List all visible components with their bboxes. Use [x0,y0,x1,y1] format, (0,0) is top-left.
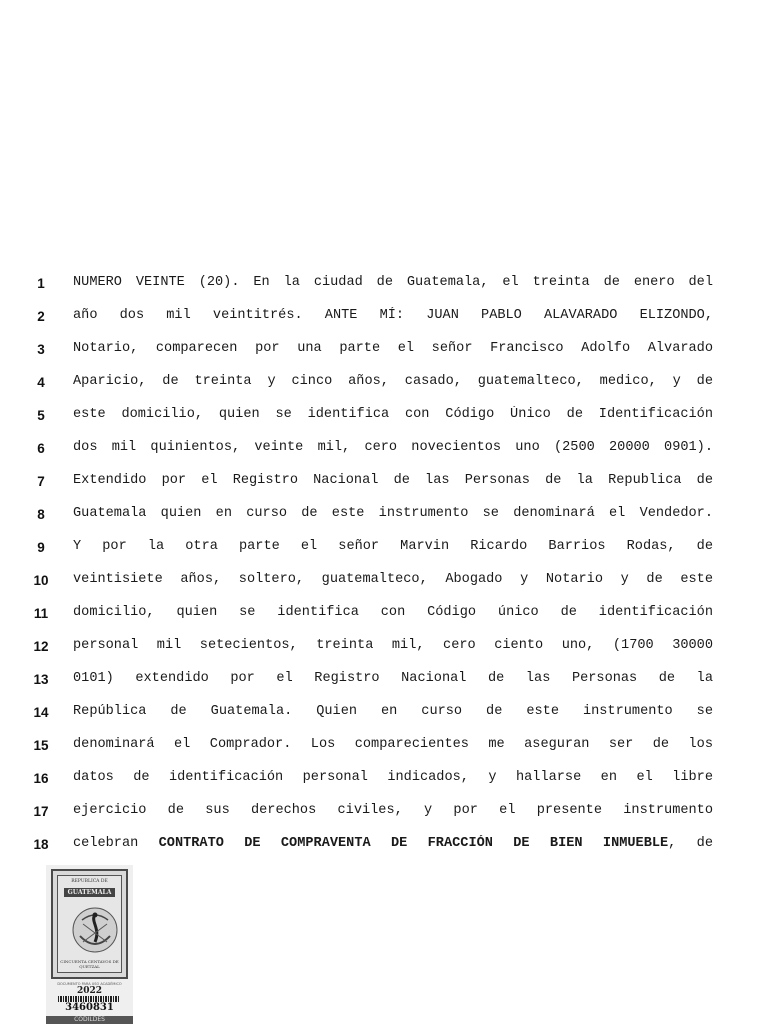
line-number: 16 [33,771,49,786]
document-line [0,761,768,794]
stamp-serial: 3460831 [65,1002,114,1013]
line-number: 10 [33,573,49,588]
line-number: 13 [33,672,49,687]
line-number: 17 [33,804,49,819]
line-text: Aparicio, de treinta y cinco años, casado, guatemalteco, medico, y de [73,374,713,389]
line-number: 1 [37,276,45,291]
line-number: 12 [33,639,49,654]
document-line [0,728,768,761]
document-line [0,794,768,827]
line-text: veintisiete años, soltero, guatemalteco, Abogado y Notario y de este [73,572,713,587]
line-number: 18 [33,837,49,852]
line-text: domicilio, quien se identifica con Código único de identificación [73,605,713,620]
coat-of-arms-icon [68,902,123,957]
document-line [0,431,768,464]
fiscal-stamp [46,865,133,1024]
document-line [0,695,768,728]
document-line [0,398,768,431]
line-number: 7 [37,474,45,489]
document-line [0,464,768,497]
line-number: 3 [37,342,45,357]
line-number: 6 [37,441,45,456]
document-line [0,629,768,662]
document-line [0,596,768,629]
line-text: dos mil quinientos, veinte mil, cero novecientos uno (2500 20000 0901). [73,440,713,455]
line-text: Guatemala quien en curso de este instrumento se denominará el Vendedor. [73,506,713,521]
line-number: 14 [33,705,49,720]
document-line [0,530,768,563]
contract-title: CONTRATO DE COMPRAVENTA DE FRACCIÓN DE BIEN INMUEBLE [158,836,669,851]
line-text: denominará el Comprador. Los comparecientes me aseguran ser de los [73,737,713,752]
stamp-value-text: CINCUENTA CENTAVOS DE QUETZAL [60,959,119,969]
stamp-country-text: GUATEMALA [64,888,115,897]
document-line [0,299,768,332]
line-number: 2 [37,309,45,324]
stamp-year: 2022 [76,986,103,996]
stamp-small-text: DOCUMENTO PARA USO ACADÉMICO [57,982,122,986]
line-number: 9 [37,540,45,555]
line-text: personal mil setecientos, treinta mil, cero ciento uno, (1700 30000 [73,638,713,653]
line-text: Extendido por el Registro Nacional de las Personas de la Republica de [73,473,713,488]
notarial-document [0,266,768,860]
line-text: este domicilio, quien se identifica con Código Único de Identificación [73,407,713,422]
line-text: año dos mil veintitrés. ANTE MÍ: JUAN PABLO ALAVARADO ELIZONDO, [73,308,713,323]
document-line [0,563,768,596]
line-text: datos de identificación personal indicados, y hallarse en el libre [73,770,713,785]
stamp-frame [51,869,128,979]
line-number: 5 [37,408,45,423]
line-text: NUMERO VEINTE (20). En la ciudad de Guatemala, el treinta de enero del [73,275,713,290]
line-text: República de Guatemala. Quien en curso de este instrumento se [73,704,713,719]
line-text: Notario, comparecen por una parte el señor Francisco Adolfo Alvarado [73,341,713,356]
document-line [0,332,768,365]
line-number: 8 [37,507,45,522]
line-text: ejercicio de sus derechos civiles, y por el presente instrumento [73,803,713,818]
stamp-brand: CODILDES [46,1016,133,1024]
line-number: 11 [33,606,49,621]
document-line [0,497,768,530]
line-text: celebran CONTRATO DE COMPRAVENTA DE FRACCIÓN DE BIEN INMUEBLE, de [73,836,713,851]
document-line [0,662,768,695]
line-text: 0101) extendido por el Registro Nacional de las Personas de la [73,671,713,686]
document-line [0,365,768,398]
stamp-republic-text: REPUBLICA DE [71,879,108,884]
line-number: 15 [33,738,49,753]
document-line [0,266,768,299]
document-line [0,827,768,860]
line-text: Y por la otra parte el señor Marvin Ricardo Barrios Rodas, de [73,539,713,554]
line-number: 4 [37,375,45,390]
